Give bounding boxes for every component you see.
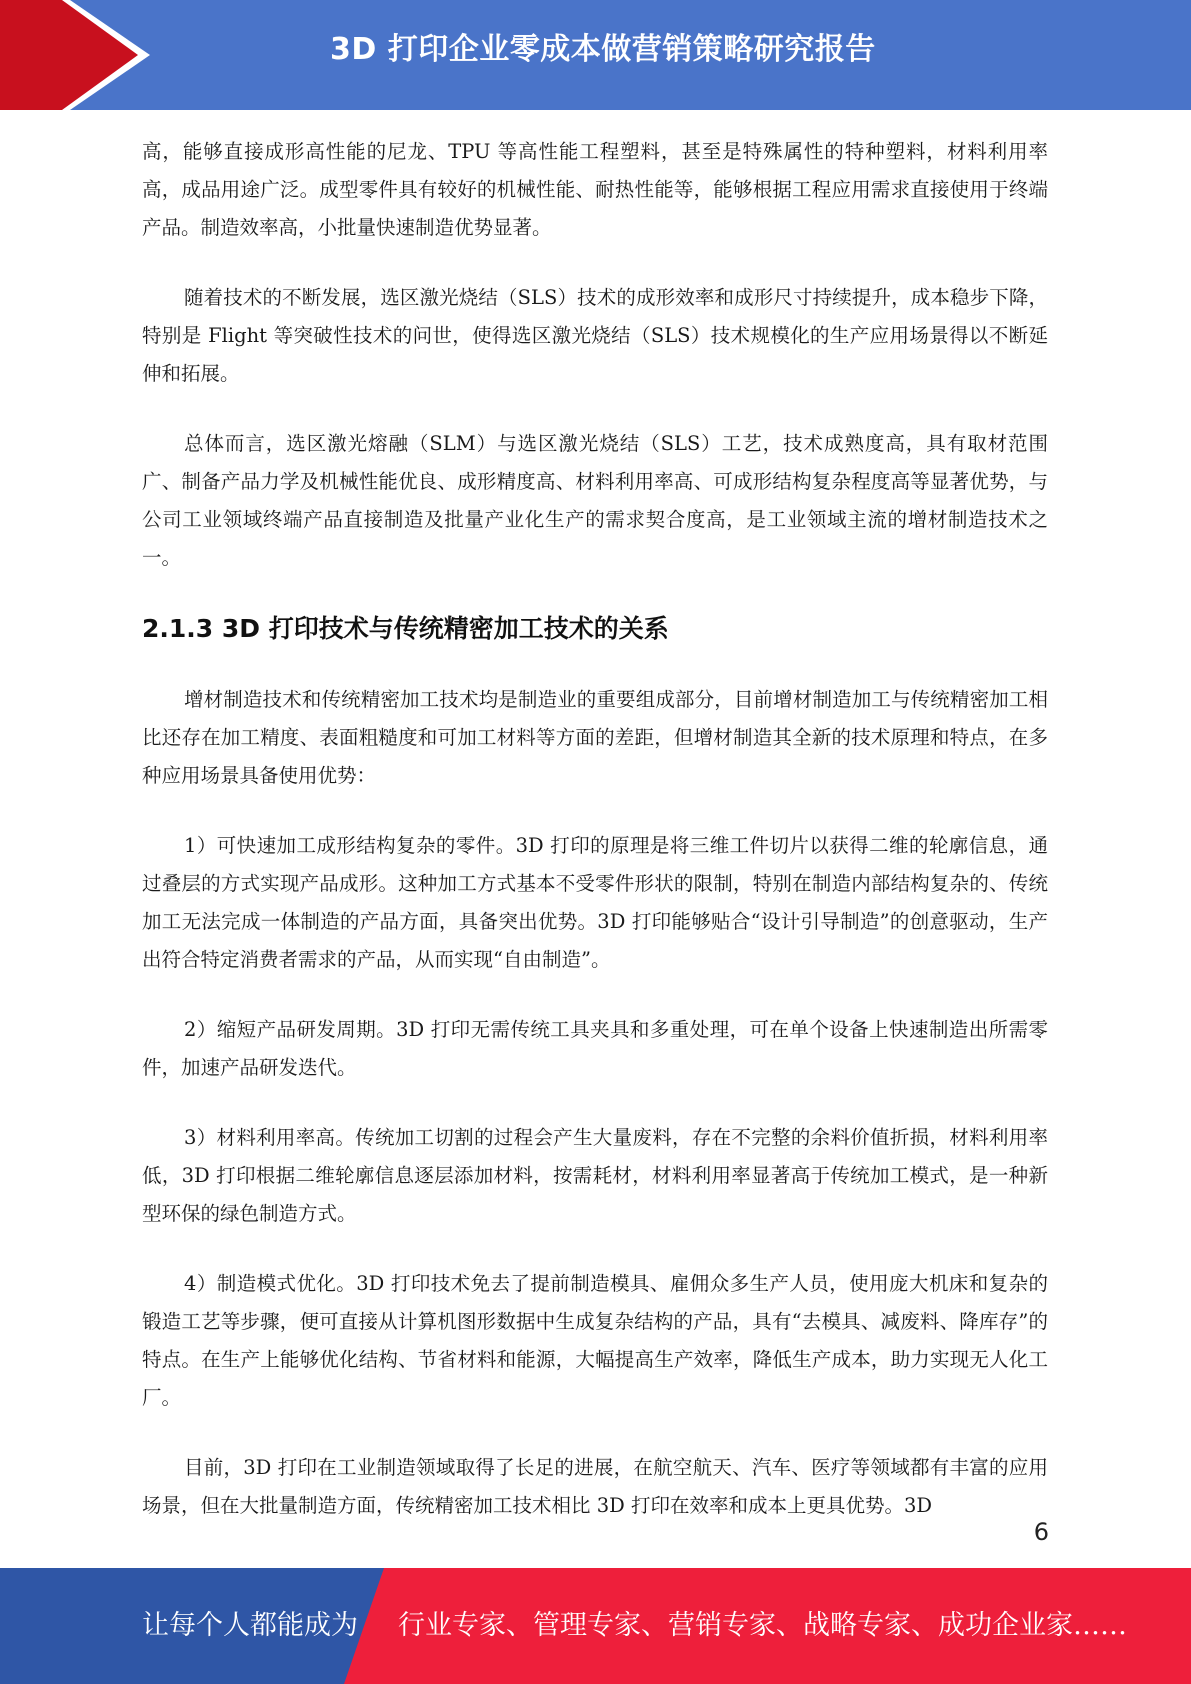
list-item-advantage: 1）可快速加工成形结构复杂的零件。3D 打印的原理是将三维工件切片以获得二维的轮廓信息，通过叠层的方式实现产品成形。这种加工方式基本不受零件形状的限制，特别在制造内部结构复杂的、传统加工无法完成一体制造的产品方面，具备突出优势。3D 打印能够贴合“设计引导制造”的创意驱动，生产出符合特定消费者需求的产品，从而实现“自由制造”。: [142, 834, 1048, 971]
paragraph: 总体而言，选区激光熔融（SLM）与选区激光烧结（SLS）工艺，技术成熟度高，具有取材范围广、制备产品力学及机械性能优良、成形精度高、材料利用率高、可成形结构复杂程度高等显著优势，与公司工业领域终端产品直接制造及批量产业化生产的需求契合度高，是工业领域主流的增材制造技术之一。: [142, 432, 1048, 569]
page-number: 6: [1033, 1518, 1049, 1546]
paragraph: 增材制造技术和传统精密加工技术均是制造业的重要组成部分，目前增材制造加工与传统精密加工相比还存在加工精度、表面粗糙度和可加工材料等方面的差距，但增材制造其全新的技术原理和特点，在多种应用场景具备使用优势：: [142, 688, 1048, 787]
document-body: [142, 133, 1048, 1557]
report-title: 3D 打印企业零成本做营销策略研究报告: [330, 32, 876, 67]
page-footer: [0, 1568, 1191, 1684]
list-item-advantage: 4）制造模式优化。3D 打印技术免去了提前制造模具、雇佣众多生产人员，使用庞大机床和复杂的锻造工艺等步骤，便可直接从计算机图形数据中生成复杂结构的产品，具有“去模具、减废料、降库存”的特点。在生产上能够优化结构、节省材料和能源，大幅提高生产效率，降低生产成本，助力实现无人化工厂。: [142, 1272, 1048, 1409]
list-item-advantage: 2）缩短产品研发周期。3D 打印无需传统工具夹具和多重处理，可在单个设备上快速制造出所需零件，加速产品研发迭代。: [142, 1018, 1048, 1079]
footer-slogan-right: 行业专家、管理专家、营销专家、战略专家、成功企业家……: [398, 1610, 1127, 1641]
section-heading: 2.1.3 3D 打印技术与传统精密加工技术的关系: [142, 614, 669, 643]
paragraph: 高，能够直接成形高性能的尼龙、TPU 等高性能工程塑料，甚至是特殊属性的特种塑料，材料利用率高，成品用途广泛。成型零件具有较好的机械性能、耐热性能等，能够根据工程应用需求直接使用于终端产品。制造效率高，小批量快速制造优势显著。: [142, 140, 1048, 239]
list-item-advantage: 3）材料利用率高。传统加工切割的过程会产生大量废料，存在不完整的余料价值折损，材料利用率低，3D 打印根据二维轮廓信息逐层添加材料，按需耗材，材料利用率显著高于传统加工模式，是一种新型环保的绿色制造方式。: [142, 1126, 1048, 1225]
paragraph: 目前，3D 打印在工业制造领域取得了长足的进展，在航空航天、汽车、医疗等领域都有丰富的应用场景，但在大批量制造方面，传统精密加工技术相比 3D 打印在效率和成本上更具优势。3D: [142, 1456, 1048, 1517]
page-header: [0, 0, 1191, 110]
footer-slogan-left: 让每个人都能成为: [142, 1610, 358, 1641]
paragraph: 随着技术的不断发展，选区激光烧结（SLS）技术的成形效率和成形尺寸持续提升，成本稳步下降，特别是 Flight 等突破性技术的问世，使得选区激光烧结（SLS）技术规模化的生产应用场景得以不断延伸和拓展。: [142, 286, 1048, 385]
